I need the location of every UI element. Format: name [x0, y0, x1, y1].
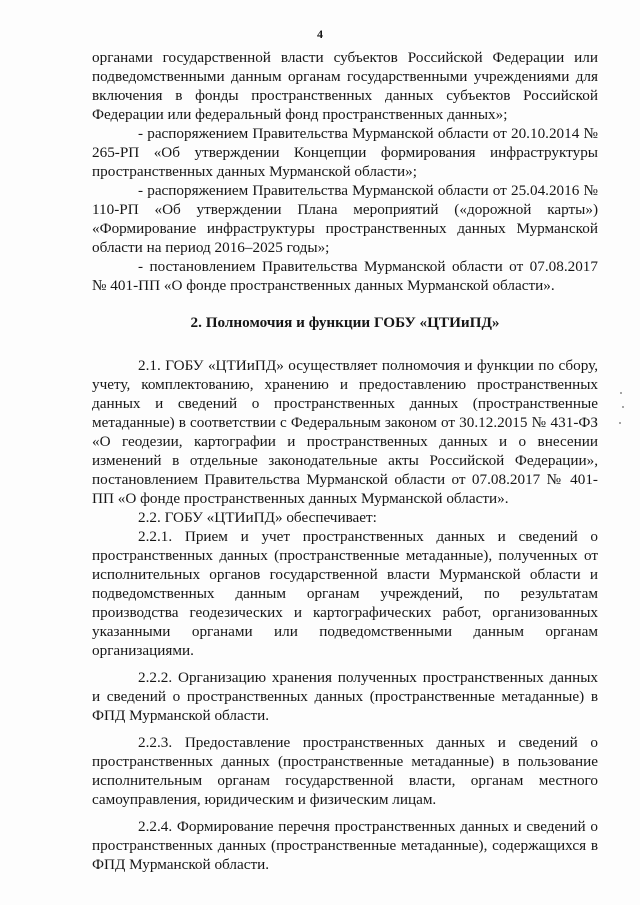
- list-item-resolution-401: - постановлением Правительства Мурманской области от 07.08.2017 № 401-ПП «О фонде пространственных данных Мурманской области».: [92, 258, 598, 294]
- page-number: 4: [317, 27, 323, 41]
- scan-specks: [618, 392, 626, 432]
- paragraph-continuation: органами государственной власти субъектов Российской Федерации или подведомственными данным органам государственными учреждениями для включения в фонды пространственных данных субъектов Российской Федерации или федеральный фонд пространственных данных»;: [92, 49, 598, 123]
- clause-2-2-4: 2.2.4. Формирование перечня пространственных данных и сведений о пространственных данных (пространственные метаданные), содержащихся в ФПД Мурманской области.: [92, 818, 598, 873]
- section-heading: 2. Полномочия и функции ГОБУ «ЦТИиПД»: [190, 314, 500, 331]
- clause-2-1: 2.1. ГОБУ «ЦТИиПД» осуществляет полномочия и функции по сбору, учету, комплектованию, хранению и предоставлению пространственных данных и сведений о пространственных данных (пространственные метаданные) в соответствии с Федеральным законом от 30.12.2015 № 431-ФЗ «О геодезии, картографии и пространственных данных и о внесении изменений в отдельные законодательные акты Российской Федерации», постановлением Правительства Мурманской области от 07.08.2017 № 401-ПП «О фонде пространственных данных Мурманской области».: [92, 357, 598, 507]
- document-body: [92, 48, 598, 874]
- list-item-decree-265: - распоряжением Правительства Мурманской области от 20.10.2014 № 265-РП «Об утверждении Концепции формирования инфраструктуры пространственных данных Мурманской области»;: [92, 125, 598, 180]
- list-item-decree-110: - распоряжением Правительства Мурманской области от 25.04.2016 № 110-РП «Об утверждении Плана мероприятий («дорожной карты») «Формирование инфраструктуры пространственных данных Мурманской области на период 2016–2025 годы»;: [92, 182, 598, 256]
- clause-2-2: 2.2. ГОБУ «ЦТИиПД» обеспечивает:: [138, 509, 377, 526]
- clause-2-2-1: 2.2.1. Прием и учет пространственных данных и сведений о пространственных данных (пространственные метаданные), полученных от исполнительных органов государственной власти Мурманской области и подведомственных данным органам учреждений, по результатам производства геодезических и картографических работ, организованных указанными органами или подведомственными данным органам организациями.: [92, 528, 598, 659]
- clause-2-2-3: 2.2.3. Предоставление пространственных данных и сведений о пространственных данных (пространственные метаданные) в пользование исполнительным органам государственной власти, органам местного самоуправления, юридическим и физическим лицам.: [92, 734, 598, 808]
- clause-2-2-2: 2.2.2. Организацию хранения полученных пространственных данных и сведений о пространственных данных (пространственные метаданные) в ФПД Мурманской области.: [92, 669, 598, 724]
